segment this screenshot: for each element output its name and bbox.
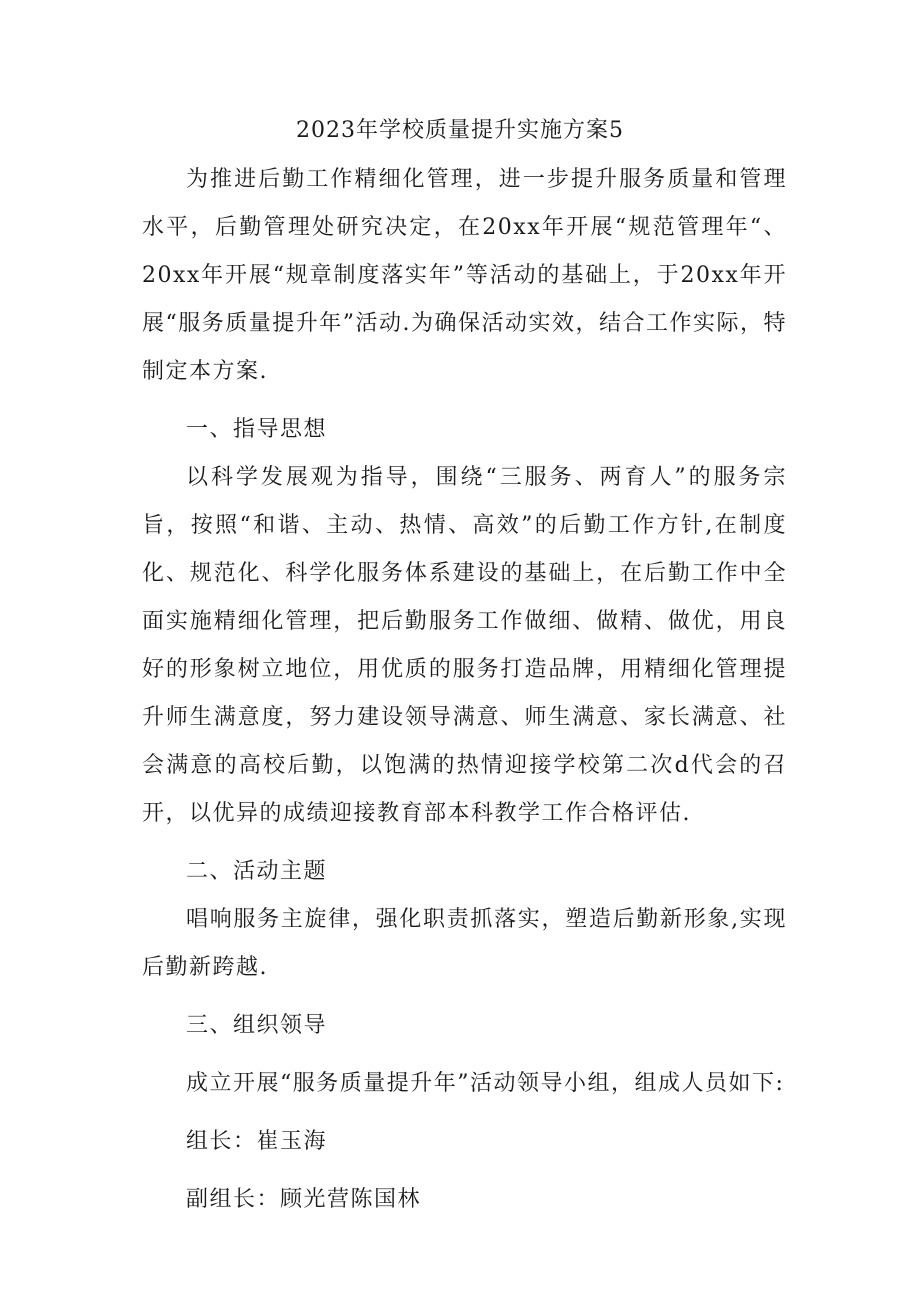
- document-body: [142, 156, 787, 1224]
- organization-paragraph: 成立开展“服务质量提升年”活动领导小组，组成人员如下:: [186, 1071, 785, 1096]
- activity-theme-paragraph: 唱响服务主旋律，强化职责抓落实，塑造后勤新形象,实现后勤新跨越.: [142, 907, 787, 980]
- intro-paragraph: 为推进后勤工作精细化管理，进一步提升服务质量和管理水平，后勤管理处研究决定，在20xx年开展“规范管理年“、20xx年开展“规章制度落实年”等活动的基础上，于20xx年开展“服务质量提升年”活动.为确保活动实效，结合工作实际，特制定本方案.: [142, 167, 787, 384]
- document-title: 2023年学校质量提升实施方案5: [296, 118, 624, 143]
- section-heading-activity-theme: 二、活动主题: [186, 859, 328, 884]
- section-heading-organization: 三、组织领导: [186, 1013, 328, 1038]
- deputy-leader-line: 副组长：顾光营陈国林: [186, 1187, 422, 1212]
- guiding-ideology-paragraph: 以科学发展观为指导，围绕“三服务、两育人”的服务宗旨，按照“和谐、主动、热情、高效”的后勤工作方针,在制度化、规范化、科学化服务体系建设的基础上，在后勤工作中全面实施精细化管理，把后勤服务工作做细、做精、做优，用良好的形象树立地位，用优质的服务打造品牌，用精细化管理提升师生满意度，努力建设领导满意、师生满意、家长满意、社会满意的高校后勤，以饱满的热情迎接学校第二次d代会的召开，以优异的成绩迎接教育部本科教学工作合格评估.: [142, 465, 787, 826]
- section-heading-guiding-ideology: 一、指导思想: [186, 417, 328, 442]
- group-leader-line: 组长：崔玉海: [186, 1129, 328, 1154]
